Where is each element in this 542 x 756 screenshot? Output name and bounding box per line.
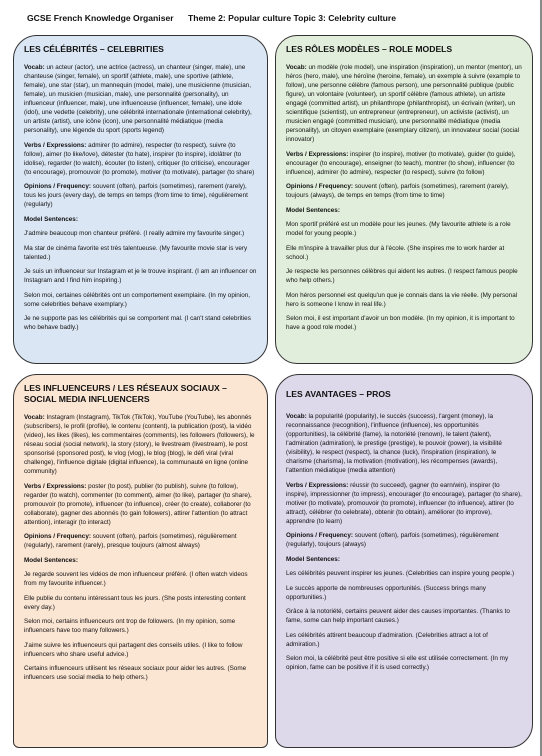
vocab-section — [286, 412, 522, 475]
model-sentences-label: Model Sentences: — [24, 215, 78, 223]
frequency-section — [286, 182, 522, 200]
verbs-section — [286, 150, 522, 177]
vocab-text: un acteur (actor), une actrice (actress), un chanteur (singer, male), une chanteuse (singer, female), un sportif (athlete, male), une sportive (athlete, female), une star (star), un mannequin (model, male), une musicienne (musician, female), un musicien (musician, male), une personnalité (personality), un influenceur (influencer, male), une influenceuse (influencer, female), une idole (idol), une vedette (celebrity), une célébrité internationale (international celebrity), un artiste (artist), une icône (icon), une personnalité médiatique (media personality), une légende du sport (sports legend) — [24, 64, 252, 135]
model-sentence: Je suis un influenceur sur Instagram et je le trouve inspirant. (I am an influencer on Instagram and I find him inspiring.) — [24, 268, 257, 285]
model-sentence: Les célébrités attirent beaucoup d'admiration. (Celebrities attract a lot of admiration.) — [286, 631, 488, 648]
verbs-label: Verbs / Expressions: — [286, 481, 349, 489]
model-sentences-label: Model Sentences: — [24, 556, 78, 564]
frequency-section — [24, 182, 257, 209]
frequency-label: Opinions / Frequency: — [24, 533, 91, 541]
vocab-section — [286, 63, 522, 144]
model-sentence: Selon moi, la célébrité peut être positive si elle est utilisée correctement. (In my opinion, fame can be positive if it is used correctly.) — [286, 655, 509, 672]
frequency-text: souvent (often), parfois (sometimes), rarement (rarely), tous les jours (every day), de temps en temps (from time to time), régulièrement (regularly) — [24, 183, 248, 209]
document-title: GCSE French Knowledge Organiser — [27, 13, 174, 23]
model-sentence: Le succès apporte de nombreuses opportunités. (Success brings many opportunities.) — [286, 584, 486, 601]
model-sentences-label: Model Sentences: — [286, 555, 340, 563]
frequency-text: souvent (often), parfois (sometimes), rarement (rarely), toujours (always), de temps en temps (from time to time) — [286, 183, 509, 200]
verbs-text: poster (to post), publier (to publish), suivre (to follow), regarder (to watch), commenter (to comment), aimer (to like), partager (to share), promouvoir (to promote), influencer (to influence), créer (to create), collaborer (to collaborate), gagner des abonnés (to gain followers), attirer l'attention (to attract attention), interagir (to interact) — [24, 482, 252, 526]
model-sentences-label: Model Sentences: — [286, 206, 340, 214]
model-sentence: J'admire beaucoup mon chanteur préféré. (I really admire my favourite singer.) — [24, 230, 245, 238]
verbs-text: inspirer (to inspire), motiver (to motivate), guider (to guide), encourager (to encourage), enseigner (to teach), montrer (to show), influencer (to influence), admirer (to admire), respecter (to respect), suivre (to follow) — [286, 150, 516, 176]
verbs-text: admirer (to admire), respecter (to respect), suivre (to follow), aimer (to like/love), détester (to hate), inspirer (to inspire), idolâtrer (to idolise), regarder (to watch), écouter (to listen), critiquer (to criticise), encourager (to encourage), promouvoir (to promote), motiver (to motivate), partager (to share) — [24, 141, 255, 176]
vocab-label: Vocab: — [286, 64, 307, 72]
model-sentence: Elle m'inspire à travailler plus dur à l'école. (She inspires me to work harder at school.) — [286, 244, 505, 261]
vocab-section — [24, 413, 257, 476]
verbs-section — [286, 481, 522, 526]
panel-influencers — [13, 374, 268, 748]
verbs-label: Verbs / Expressions: — [24, 482, 87, 490]
page-header — [0, 0, 542, 30]
model-sentence: Je regarde souvent les vidéos de mon influenceur préféré. (I often watch videos from my favourite influencer.) — [24, 571, 248, 588]
model-sentence: Selon moi, certaines célébrités ont un comportement exemplaire. (In my opinion, some celebrities behave exemplary.) — [24, 291, 251, 308]
verbs-label: Verbs / Expressions: — [286, 150, 349, 158]
model-sentence: Je respecte les personnes célèbres qui aident les autres. (I respect famous people who help others.) — [286, 268, 518, 285]
verbs-section — [24, 141, 257, 177]
frequency-label: Opinions / Frequency: — [286, 532, 353, 540]
panel-pros — [275, 374, 533, 748]
frequency-label: Opinions / Frequency: — [24, 183, 91, 191]
model-sentences — [24, 215, 257, 333]
panel-role-models — [275, 35, 533, 364]
model-sentence: Certains influenceurs utilisent les réseaux sociaux pour aider les autres. (Some influencers use social media to help others.) — [24, 665, 247, 682]
model-sentence: Les célébrités peuvent inspirer les jeunes. (Celebrities can inspire young people.) — [286, 570, 515, 578]
panel-celebrities — [13, 35, 268, 364]
vocab-label: Vocab: — [286, 413, 307, 421]
model-sentence: Elle publie du contenu intéressant tous les jours. (She posts interesting content every day.) — [24, 594, 246, 611]
verbs-section — [24, 482, 257, 527]
frequency-text: souvent (often), parfois (sometimes), régulièrement (regularly), rarement (rarely), presque toujours (almost always) — [24, 533, 237, 550]
panel-title: LES INFLUENCEURS / LES RÉSEAUX SOCIAUX – SOCIAL MEDIA INFLUENCERS — [24, 383, 227, 405]
model-sentence: Ma star de cinéma favorite est très talentueuse. (My favourite movie star is very talented.) — [24, 244, 248, 261]
frequency-section — [24, 532, 257, 550]
model-sentence: Selon moi, il est important d'avoir un bon modèle. (In my opinion, it is important to have a good role model.) — [286, 315, 515, 332]
vocab-label: Vocab: — [24, 64, 45, 72]
topic-title: Theme 2: Popular culture Topic 3: Celebrity culture — [188, 13, 397, 23]
model-sentence: Selon moi, certains influenceurs ont trop de followers. (In my opinion, some influencers have too many followers.) — [24, 618, 236, 635]
model-sentence: Mon sportif préféré est un modèle pour les jeunes. (My favourite athlete is a role model for young people.) — [286, 221, 511, 238]
frequency-text: souvent (often), parfois (sometimes), régulièrement (regularly), toujours (always) — [286, 532, 499, 549]
model-sentence: J'aime suivre les influenceurs qui partagent des conseils utiles. (I like to follow influencers who share useful advice.) — [24, 641, 243, 658]
verbs-text: réussir (to succeed), gagner (to earn/win), inspirer (to inspire), impressionner (to impress), encourager (to encourage), partager (to share), motiver (to motivate), promouvoir (to promote), influencer (to influence), attirer (to attract), célébrer (to celebrate), obtenir (to obtain), améliorer (to improve), apprendre (to learn) — [286, 481, 522, 525]
vocab-section — [24, 63, 257, 135]
panel-title: LES AVANTAGES – PROS — [286, 389, 391, 399]
vocab-label: Vocab: — [24, 414, 45, 422]
model-sentence: Grâce à la notoriété, certains peuvent aider des causes importantes. (Thanks to fame, some can help important causes.) — [286, 608, 510, 625]
model-sentences — [286, 206, 522, 333]
vocab-text: Instagram (Instagram), TikTok (TikTok), YouTube (YouTube), les abonnés (subscribers), le profil (profile), le contenu (content), la publication (post), la vidéo (video), les likes (likes), les commentaires (comments), les followers (followers), le réseau social (social network), la story (story), le livestream (livestream), le post sponsorisé (sponsored post), le vlog (vlog), le blog (blog), le défi viral (viral challenge), l'influence digitale (digital influence), la communauté en ligne (online community) — [24, 414, 255, 476]
model-sentence: Mon héros personnel est quelqu'un que je connais dans la vie réelle. (My personal hero is someone I know in real life.) — [286, 291, 518, 308]
panel-title: LES CÉLÉBRITÉS – CELEBRITIES — [24, 44, 164, 54]
verbs-label: Verbs / Expressions: — [24, 141, 87, 149]
model-sentences — [24, 556, 257, 683]
frequency-label: Opinions / Frequency: — [286, 183, 353, 191]
vocab-text: la popularité (popularity), le succès (success), l'argent (money), la reconnaissance (recognition), l'influence (influence), les opportunités (opportunities), la célébrité (fame), la notoriété (renown), le talent (talent), l'admiration (admiration), le prestige (prestige), le pouvoir (power), la visibilité (visibility), le respect (respect), la chance (luck), l'inspiration (inspiration), le charisme (charisma), la motivation (motivation), les récompenses (awards), l'attention médiatique (media attention) — [286, 413, 502, 475]
model-sentence: Je ne supporte pas les célébrités qui se comportent mal. (I can't stand celebrities who behave badly.) — [24, 315, 251, 332]
frequency-section — [286, 531, 522, 549]
vocab-text: un modèle (role model), une inspiration (inspiration), un mentor (mentor), un héros (hero, male), une héroïne (heroine, female), un exemple à suivre (example to follow), une personne célèbre (famous person), une personnalité publique (public figure), un volontaire (volunteer), un sportif célèbre (famous athlete), un artiste engagé (committed artist), un philanthrope (philanthropist), un écrivain (writer), un scientifique (scientist), un entrepreneur (entrepreneur), un activiste (activist), un musicien engagé (committed musician), une personnalité médiatique (media personality), un citoyen exemplaire (exemplary citizen), un innovateur social (social innovator) — [286, 64, 522, 144]
model-sentences — [286, 555, 522, 673]
panel-title: LES RÔLES MODÈLES – ROLE MODELS — [286, 44, 453, 54]
